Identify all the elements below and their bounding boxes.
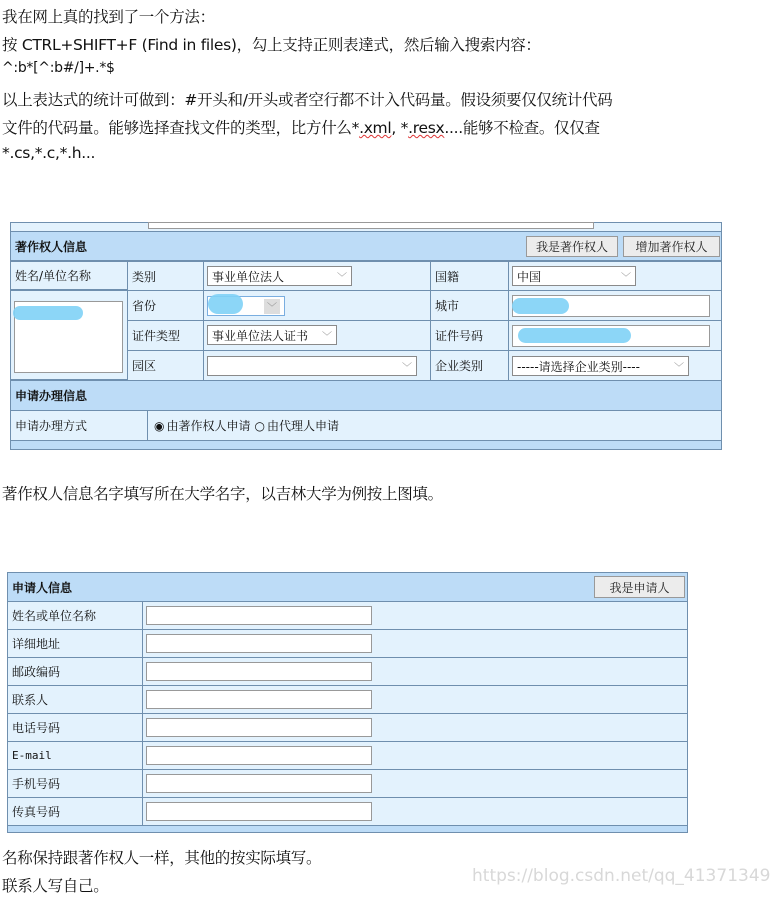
intro-line: *.cs,*.c,*.h... — [2, 144, 96, 162]
section-title: 著作权人信息 — [15, 239, 88, 254]
apply-method-radios — [147, 410, 722, 441]
nationality-label: 国籍 — [430, 261, 509, 291]
city-label: 城市 — [430, 290, 509, 321]
i-am-applicant-button[interactable]: 我是申请人 — [594, 576, 685, 598]
id-type-value: 事业单位法人证书 — [212, 328, 309, 343]
province-label: 省份 — [127, 290, 204, 321]
name-label: 姓名/单位名称 — [10, 261, 128, 290]
field-label: 手机号码 — [7, 769, 143, 798]
field-input[interactable] — [146, 746, 372, 765]
chevron-down-icon: ﹀ — [402, 362, 412, 374]
radio-agent-label[interactable]: 由代理人申请 — [266, 419, 339, 433]
field-input[interactable] — [146, 774, 372, 793]
chevron-down-icon: ﹀ — [337, 272, 347, 284]
intro-line: 我在网上真的找到了一个方法： — [2, 8, 215, 26]
field-input[interactable] — [146, 690, 372, 709]
park-select[interactable] — [207, 356, 417, 376]
section-header — [7, 572, 688, 602]
field-input[interactable] — [146, 634, 372, 653]
enterprise-type-select[interactable] — [512, 356, 689, 376]
watermark: https://blog.csdn.net/qq_41371349 — [472, 866, 771, 886]
field-label: E-mail — [7, 741, 143, 770]
field-label: 传真号码 — [7, 797, 143, 826]
i-am-owner-button[interactable]: 我是著作权人 — [526, 236, 618, 257]
field-input[interactable] — [146, 606, 372, 625]
middle-text: 著作权人信息名字填写所在大学名字，以吉林大学为例按上图填。 — [2, 485, 443, 503]
intro-line — [2, 116, 600, 138]
regex-text: ^:b*[^:b#/]+.*$ — [2, 60, 115, 76]
partial-header — [10, 440, 722, 450]
nationality-value: 中国 — [517, 269, 542, 284]
redaction — [13, 306, 83, 320]
text: .resx — [408, 119, 445, 137]
park-label: 园区 — [127, 350, 204, 381]
section-title: 申请办理信息 — [15, 389, 88, 403]
section-header — [10, 380, 722, 411]
chevron-down-icon: ﹀ — [264, 299, 280, 314]
id-type-select[interactable] — [207, 325, 337, 345]
add-owner-button[interactable]: 增加著作权人 — [623, 236, 720, 257]
redaction — [512, 298, 569, 314]
field-input[interactable] — [146, 662, 372, 681]
field-label: 姓名或单位名称 — [7, 601, 143, 630]
text: .xml — [359, 119, 392, 137]
enterprise-type-label: 企业类别 — [430, 350, 509, 381]
text: , * — [391, 119, 409, 137]
chevron-down-icon: ﹀ — [322, 331, 332, 343]
radio-agent[interactable]: ○ — [254, 418, 265, 433]
nationality-select[interactable] — [512, 266, 636, 286]
chevron-down-icon: ﹀ — [621, 272, 631, 284]
enterprise-type-value: -----请选择企业类别---- — [517, 359, 640, 374]
redaction — [208, 294, 243, 314]
partial-input[interactable] — [148, 222, 594, 229]
field-label: 联系人 — [7, 685, 143, 714]
field-input[interactable] — [146, 718, 372, 737]
section-title: 申请人信息 — [12, 580, 73, 595]
text: ....能够不检查。仅仅查 — [444, 119, 600, 137]
field-label: 详细地址 — [7, 629, 143, 658]
field-label: 邮政编码 — [7, 657, 143, 686]
outro-line: 名称保持跟著作权人一样，其他的按实际填写。 — [2, 849, 322, 867]
apply-method-label: 申请办理方式 — [10, 410, 148, 441]
outro-line: 联系人写自己。 — [2, 877, 109, 895]
intro-line: 以上表达式的统计可做到：#开头和/开头或者空行都不计入代码量。假设须要仅仅统计代码 — [2, 91, 613, 109]
id-number-label: 证件号码 — [430, 320, 509, 351]
id-type-label: 证件类型 — [127, 320, 204, 351]
field-input[interactable] — [146, 802, 372, 821]
category-select[interactable] — [207, 266, 352, 286]
redaction — [518, 328, 631, 343]
text: 文件的代码量。能够选择查找文件的类型，比方什么* — [2, 119, 360, 137]
intro-line: 按 CTRL+SHIFT+F (Find in files)，勾上支持正则表達式，然后输入搜索内容： — [2, 36, 541, 54]
category-value: 事业单位法人 — [212, 269, 285, 284]
field-label: 电话号码 — [7, 713, 143, 742]
radio-owner[interactable]: ◉ — [154, 418, 165, 433]
radio-owner-label[interactable]: 由著作权人申请 — [166, 419, 251, 433]
category-label: 类别 — [127, 261, 204, 291]
chevron-down-icon: ﹀ — [674, 362, 684, 374]
partial-header — [7, 825, 688, 833]
